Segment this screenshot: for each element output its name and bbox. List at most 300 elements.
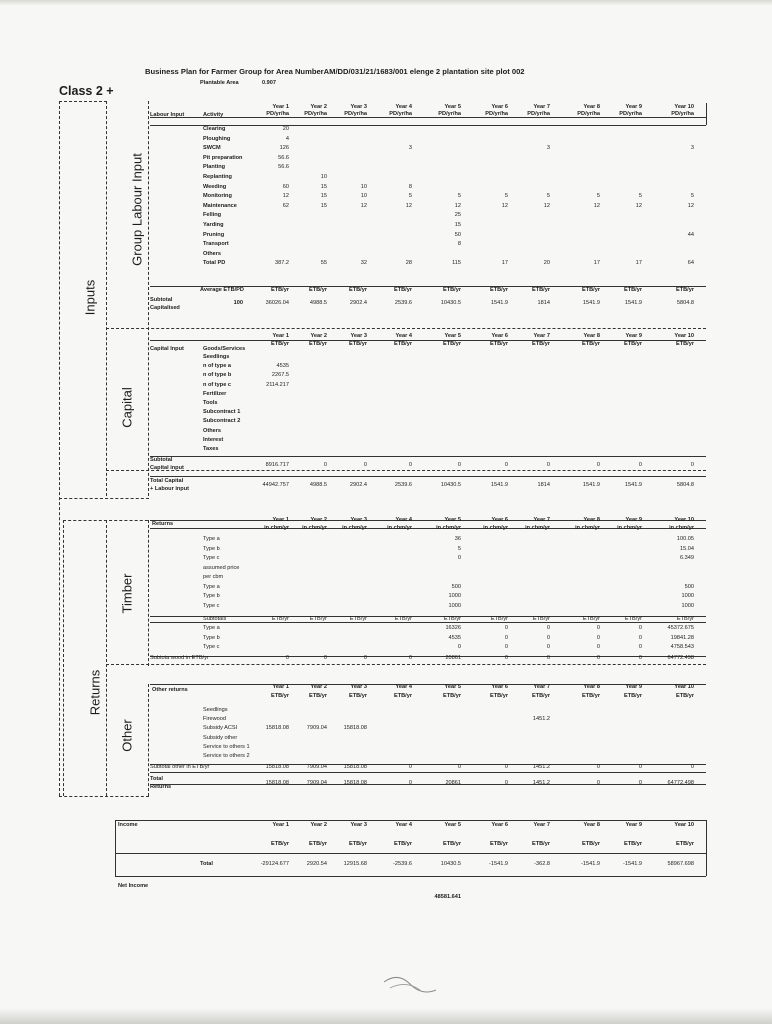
income-unit: ETB/yr: [308, 841, 327, 847]
timber-row-label: assumed price: [203, 564, 240, 571]
horizontal-rule: [150, 125, 706, 126]
labour-cell: 12: [635, 202, 642, 209]
horizontal-rule: [150, 784, 706, 785]
timber-row-label: per cbm: [203, 574, 224, 580]
other-row-label: Service to others 2: [203, 753, 250, 759]
income-unit: ETB/yr: [489, 841, 508, 847]
labour-year-6: Year 6: [491, 104, 508, 110]
labour-cell: 3: [408, 145, 412, 152]
income-year: Year 10: [674, 822, 694, 828]
timber-cell: 0: [457, 555, 461, 561]
capital-year: Year 4: [395, 333, 412, 339]
labour-cell: 50: [454, 231, 461, 238]
timber-subtotal-unit: ETB/yr: [443, 616, 461, 622]
labour-unit-4: PD/yr/ha: [389, 111, 412, 117]
income-total-cell: 10430.5: [440, 861, 461, 867]
other-row-label: Subsidy other: [203, 734, 238, 741]
horizontal-rule: [115, 876, 706, 877]
capital-row-label: Taxes: [203, 446, 219, 452]
timber-subtotal-cell: 0: [638, 625, 642, 631]
capital-year: Year 1: [272, 333, 289, 339]
labour-cell: 15: [320, 193, 327, 200]
capital-row-label: Tools: [203, 400, 218, 406]
avg-unit: ETB/yr: [531, 287, 550, 293]
timber-subtotal-cell: 0: [546, 625, 550, 631]
capital-cell: 4535: [276, 363, 289, 370]
timber-year: Year 7: [533, 517, 550, 523]
capital-subtotal-cell: 8916.717: [265, 462, 289, 468]
total-capital-cell: 1541.9: [490, 482, 508, 488]
labour-year-1: Year 1: [272, 104, 289, 110]
labour-cell: 12: [501, 202, 508, 209]
capital-subtotal-cell: 0: [546, 462, 550, 468]
subtotal-wood-cell: 20861: [445, 655, 461, 661]
timber-subtotal-cell: 0: [638, 644, 642, 650]
labour-cell: 17: [501, 260, 508, 267]
capital-year: Year 6: [491, 333, 508, 339]
timber-subtotal-unit: ETB/yr: [309, 616, 327, 622]
timber-unit: in cbm/yr: [483, 525, 508, 531]
labour-year-8: Year 8: [583, 104, 600, 110]
labour-cell: 17: [635, 260, 642, 267]
subtotal-wood-cell: 0: [504, 655, 508, 661]
capital-subtotal-cell: 0: [323, 462, 327, 468]
labour-cell: 56.6: [278, 164, 289, 171]
total-capital-cell: 1541.9: [582, 482, 600, 488]
labour-cell: 12: [405, 202, 412, 209]
timber-subtotal-cell: 0: [596, 625, 600, 631]
timber-side-label: Timber: [119, 573, 135, 614]
timber-subtotal-unit: ETB/yr: [349, 616, 367, 622]
goods-services-label: Goods/Services: [203, 346, 246, 352]
labour-cell: 64: [687, 260, 694, 267]
other-unit: ETB/yr: [270, 693, 289, 699]
capital-subtotal-cell: 0: [504, 462, 508, 468]
total-capital-cell: 5804.8: [676, 482, 694, 488]
other-year: Year 3: [350, 684, 367, 690]
labour-row-label: Replanting: [203, 174, 232, 180]
timber-cell: 1000: [681, 602, 694, 609]
avg-unit: ETB/yr: [581, 287, 600, 293]
labour-cell: 115: [452, 260, 461, 267]
avg-unit: ETB/yr: [393, 287, 412, 293]
timber-subtotals-label: Subtotals: [203, 616, 227, 622]
timber-subtotal-row-label: Type a: [203, 625, 220, 631]
income-year: Year 4: [395, 822, 412, 828]
other-unit: ETB/yr: [442, 693, 461, 699]
total-returns-cell: 1451.2: [532, 780, 550, 786]
horizontal-rule: [150, 764, 706, 765]
timber-year: Year 3: [350, 517, 367, 523]
timber-year: Year 9: [625, 517, 642, 523]
other-year: Year 10: [674, 684, 694, 690]
other-year: Year 4: [395, 684, 412, 690]
income-year: Year 2: [310, 822, 327, 828]
capital-unit: ETB/yr: [531, 341, 550, 347]
income-total-cell: 2920.54: [306, 861, 327, 867]
labour-cell: 5: [638, 193, 642, 200]
total-capital-cell: 10430.5: [440, 482, 461, 488]
capital-unit: ETB/yr: [623, 341, 642, 347]
avg-unit: ETB/yr: [308, 287, 327, 293]
labour-year-2: Year 2: [310, 104, 327, 110]
labour-cell: 5: [408, 193, 412, 200]
vertical-rule: [63, 520, 64, 796]
income-total-cell: -1541.9: [489, 861, 508, 867]
labour-cell: 126: [279, 145, 289, 152]
other-unit: ETB/yr: [675, 693, 694, 699]
labour-cell: 4: [285, 135, 289, 142]
subtotal-wood-cell: 0: [638, 655, 642, 661]
timber-subtotal-cell: 0: [546, 644, 550, 650]
income-unit: ETB/yr: [675, 841, 694, 847]
capital-subtotal-cell: 0: [596, 462, 600, 468]
total-returns-cell: 0: [504, 780, 508, 786]
labour-cell: 60: [282, 183, 289, 190]
labour-row-label: Pit preparation: [203, 154, 243, 161]
labour-cell: 5: [690, 193, 694, 200]
timber-unit: in cbm/yr: [342, 525, 367, 531]
timber-year: Year 2: [310, 517, 327, 523]
labour-row-label: Pruning: [203, 231, 225, 238]
timber-unit: in cbm/yr: [617, 525, 642, 531]
timber-year: Year 8: [583, 517, 600, 523]
inputs-side-label: Inputs: [82, 279, 98, 316]
capital-row-label: n of type a: [203, 363, 231, 370]
net-income-label: Net Income: [118, 883, 149, 889]
income-year: Year 1: [272, 822, 289, 828]
subtotal-other-cell: 0: [457, 764, 461, 770]
labour-cell: 28: [405, 260, 412, 267]
timber-subtotal-cell: 19841.28: [670, 634, 694, 641]
other-returns-label: Other returns: [152, 687, 188, 693]
subtotal-other-cell: 0: [690, 764, 694, 770]
timber-cell: 1000: [448, 593, 461, 599]
labour-cell: 55: [320, 260, 327, 267]
capital-subtotal-cell: 0: [690, 462, 694, 468]
timber-cell: 500: [451, 583, 461, 590]
total-capital-label: Total Capital: [150, 478, 184, 484]
timber-subtotal-cell: 0: [457, 644, 461, 650]
labour-unit-2: PD/yr/ha: [304, 111, 327, 117]
timber-cell: 1000: [448, 602, 461, 609]
income-total-cell: -29124.677: [260, 861, 289, 867]
total-returns-cell: 15818.08: [265, 780, 289, 786]
capital-year: Year 5: [444, 333, 461, 339]
subtotal-other-cell: 1451.2: [532, 764, 550, 770]
group-labour-side-label: Group Labour Input: [129, 153, 145, 266]
capital-subtotal-cell: 0: [457, 462, 461, 468]
average-etb-label: Average ETB/PD: [200, 287, 244, 293]
labour-cell: 32: [360, 260, 367, 267]
labour-subtotal-cell: 4988.5: [309, 300, 327, 306]
pen-mark-icon: [380, 968, 440, 998]
timber-year: Year 5: [444, 517, 461, 523]
subtotal-wood-cell: 0: [323, 655, 327, 661]
capital-row-label: Subcontract 2: [203, 418, 241, 425]
subtotal-wood-cell: 0: [285, 655, 289, 661]
labour-capitalised-label: Capitalised: [150, 305, 180, 311]
timber-unit: in cbm/yr: [669, 525, 694, 531]
income-unit: ETB/yr: [442, 841, 461, 847]
labour-cell: 44: [687, 231, 694, 238]
capital-unit: ETB/yr: [675, 341, 694, 347]
labour-cell: 15: [320, 202, 327, 209]
labour-row-label: Yarding: [203, 222, 224, 228]
labour-cell: 10: [360, 193, 367, 200]
timber-cell: 500: [684, 583, 694, 590]
labour-subtotal-cell: 5804.8: [676, 300, 694, 306]
timber-unit: in cbm/yr: [436, 525, 461, 531]
subtotal-wood-label: Subtota wood in ETB/yr: [150, 655, 209, 661]
capital-subtotal-sub: Capital input: [150, 465, 184, 471]
labour-cell: 8: [408, 183, 412, 190]
plantable-area-value: 0.907: [262, 80, 276, 86]
labour-cell: 387.2: [275, 260, 289, 267]
labour-cell: 10: [320, 174, 327, 180]
total-returns-sub: Returns: [150, 784, 172, 790]
other-unit: ETB/yr: [308, 693, 327, 699]
timber-subtotal-unit: ETB/yr: [532, 616, 550, 622]
labour-cell: 8: [457, 241, 461, 248]
labour-unit-1: PD/yr/ha: [266, 111, 289, 117]
capital-unit: ETB/yr: [393, 341, 412, 347]
horizontal-rule: [150, 656, 706, 657]
other-cell: 15818.08: [265, 725, 289, 732]
labour-cell: 15: [320, 183, 327, 190]
labour-cell: 12: [282, 193, 289, 200]
horizontal-rule: [115, 853, 706, 854]
labour-cell: 20: [543, 260, 550, 267]
income-year: Year 6: [491, 822, 508, 828]
timber-cell: 6.349: [680, 555, 694, 561]
labour-unit-10: PD/yr/ha: [671, 111, 694, 117]
timber-subtotal-cell: 0: [596, 634, 600, 641]
capital-year: Year 8: [583, 333, 600, 339]
other-unit: ETB/yr: [489, 693, 508, 699]
subtotal-other-cell: 7909.04: [306, 764, 327, 770]
subtotal-other-cell: 0: [408, 764, 412, 770]
horizontal-rule: [106, 328, 706, 329]
horizontal-rule: [115, 820, 706, 821]
labour-cell: 12: [687, 202, 694, 209]
labour-cell: 5: [457, 193, 461, 200]
capital-input-label: Capital Input: [150, 346, 184, 352]
income-total-label: Total: [200, 861, 213, 867]
capital-unit: ETB/yr: [348, 341, 367, 347]
subtotal-wood-cell: 0: [363, 655, 367, 661]
timber-unit: in cbm/yr: [387, 525, 412, 531]
horizontal-rule: [106, 470, 706, 471]
labour-cell: 5: [546, 193, 550, 200]
labour-cell: 12: [543, 202, 550, 209]
total-returns-cell: 0: [596, 780, 600, 786]
labour-year-10: Year 10: [674, 104, 694, 110]
total-returns-label: Total: [150, 776, 163, 782]
timber-cell: 15.04: [680, 545, 694, 552]
labour-row-label: Felling: [203, 212, 222, 219]
timber-year: Year 6: [491, 517, 508, 523]
other-row-label: Seedlings: [203, 707, 228, 713]
timber-subtotal-unit: ETB/yr: [271, 616, 289, 622]
labour-row-label: Maintenance: [203, 202, 237, 209]
timber-subtotal-cell: 0: [596, 644, 600, 650]
other-year: Year 1: [272, 684, 289, 690]
timber-subtotal-cell: 4535: [448, 634, 461, 641]
timber-year: Year 1: [272, 517, 289, 523]
capital-row-label: n of type c: [203, 381, 231, 388]
other-unit: ETB/yr: [623, 693, 642, 699]
total-returns-cell: 64772.498: [667, 780, 694, 786]
labour-cell: 25: [454, 212, 461, 219]
timber-cell: 5: [457, 545, 461, 552]
other-year: Year 6: [491, 684, 508, 690]
capital-row-label: Interest: [203, 436, 224, 443]
capital-row-label: Seedlings: [203, 354, 230, 360]
vertical-rule: [106, 520, 107, 796]
timber-row-label: Type b: [203, 545, 220, 552]
timber-year: Year 4: [395, 517, 412, 523]
horizontal-rule: [150, 622, 706, 623]
subtotal-other-cell: 0: [504, 764, 508, 770]
timber-unit: in cbm/yr: [302, 525, 327, 531]
labour-cell: 56.6: [278, 154, 289, 161]
other-unit: ETB/yr: [581, 693, 600, 699]
vertical-rule: [148, 684, 149, 796]
labour-cell: 62: [282, 202, 289, 209]
labour-row-label: Planting: [203, 164, 226, 171]
labour-row-label: Others: [203, 250, 222, 257]
capital-unit: ETB/yr: [442, 341, 461, 347]
horizontal-rule: [106, 664, 706, 665]
vertical-rule: [59, 101, 60, 796]
timber-row-label: Type a: [203, 583, 220, 590]
capital-row-label: Others: [203, 427, 222, 434]
timber-row-label: Type c: [203, 602, 220, 609]
timber-subtotal-unit: ETB/yr: [676, 616, 694, 622]
capital-row-label: n of type b: [203, 372, 232, 379]
total-capital-cell: 4988.5: [309, 482, 327, 488]
avg-unit: ETB/yr: [270, 287, 289, 293]
other-row-label: Service to others 1: [203, 743, 250, 750]
vertical-rule: [115, 820, 116, 876]
labour-cell: 12: [454, 202, 461, 209]
income-total-cell: -1541.9: [623, 861, 642, 867]
labour-year-9: Year 9: [625, 104, 642, 110]
capital-year: Year 3: [350, 333, 367, 339]
labour-cell: 5: [596, 193, 600, 200]
income-year: Year 5: [444, 822, 461, 828]
labour-cell: 15: [454, 222, 461, 228]
subtotal-other-cell: 0: [596, 764, 600, 770]
total-capital-cell: 2539.6: [394, 482, 412, 488]
income-total-cell: 58967.698: [667, 861, 694, 867]
income-unit: ETB/yr: [581, 841, 600, 847]
income-unit: ETB/yr: [393, 841, 412, 847]
income-unit: ETB/yr: [270, 841, 289, 847]
labour-row-label: SWCM: [203, 145, 221, 152]
income-total-cell: -362.8: [534, 861, 550, 867]
subtotal-other-label: Subtotal other in ETB/yr: [150, 764, 210, 770]
horizontal-rule: [59, 498, 149, 499]
other-row-label: Firewood: [203, 716, 227, 723]
income-unit: ETB/yr: [531, 841, 550, 847]
timber-row-label: Type a: [203, 536, 220, 542]
subtotal-other-cell: 15818.08: [343, 764, 367, 770]
timber-subtotal-cell: 0: [504, 634, 508, 641]
other-cell: 15818.08: [343, 725, 367, 732]
paper-edge-top: [0, 0, 772, 6]
income-year: Year 3: [350, 822, 367, 828]
capital-row-label: Fertilizer: [203, 390, 227, 397]
labour-unit-8: PD/yr/ha: [577, 111, 600, 117]
labour-cell: 12: [593, 202, 600, 209]
other-year: Year 2: [310, 684, 327, 690]
timber-unit: in cbm/yr: [525, 525, 550, 531]
timber-subtotal-unit: ETB/yr: [624, 616, 642, 622]
timber-row-label: Type c: [203, 555, 220, 561]
labour-subtotal-cell: 2902.4: [349, 300, 367, 306]
vertical-rule: [148, 101, 149, 496]
labour-row-label: Weeding: [203, 183, 227, 190]
labour-cell: 10: [360, 183, 367, 190]
labour-subtotal-cell: 1814: [537, 300, 550, 306]
capital-subtotal-label: Subtotal: [150, 457, 173, 463]
subtotal-wood-cell: 0: [546, 655, 550, 661]
capital-unit: ETB/yr: [308, 341, 327, 347]
labour-row-label: Monitoring: [203, 193, 232, 200]
average-etb-value: 100: [233, 300, 243, 306]
avg-unit: ETB/yr: [348, 287, 367, 293]
vertical-rule: [106, 101, 107, 496]
class-label: Class 2 +: [59, 84, 114, 98]
income-total-cell: 12915.68: [343, 861, 367, 867]
capital-year: Year 9: [625, 333, 642, 339]
labour-cell: 3: [546, 145, 550, 152]
timber-cell: 1000: [681, 593, 694, 599]
other-year: Year 5: [444, 684, 461, 690]
other-cell: 1451.2: [532, 716, 550, 723]
horizontal-rule: [150, 340, 706, 341]
income-year: Year 8: [583, 822, 600, 828]
avg-unit: ETB/yr: [442, 287, 461, 293]
timber-cell: 100.05: [676, 536, 694, 542]
capital-row-label: Subcontract 1: [203, 409, 241, 416]
labour-year-5: Year 5: [444, 104, 461, 110]
other-year: Year 8: [583, 684, 600, 690]
labour-unit-3: PD/yr/ha: [344, 111, 367, 117]
horizontal-rule: [63, 520, 153, 521]
income-label: Income: [118, 822, 138, 828]
labour-unit-7: PD/yr/ha: [527, 111, 550, 117]
other-side-label: Other: [119, 719, 135, 752]
capital-year: Year 10: [674, 333, 694, 339]
total-capital-cell: 1541.9: [624, 482, 642, 488]
labour-unit-6: PD/yr/ha: [485, 111, 508, 117]
horizontal-rule: [150, 456, 706, 457]
other-year: Year 9: [625, 684, 642, 690]
timber-subtotal-unit: ETB/yr: [582, 616, 600, 622]
timber-subtotal-cell: 0: [638, 634, 642, 641]
capital-subtotal-cell: 0: [638, 462, 642, 468]
labour-unit-9: PD/yr/ha: [619, 111, 642, 117]
subtotal-wood-cell: 0: [408, 655, 412, 661]
total-returns-cell: 7909.04: [306, 780, 327, 786]
labour-row-label: Clearing: [203, 126, 226, 132]
other-unit: ETB/yr: [348, 693, 367, 699]
net-income-value: 48581.641: [434, 894, 461, 900]
total-returns-cell: 20861: [445, 780, 461, 786]
